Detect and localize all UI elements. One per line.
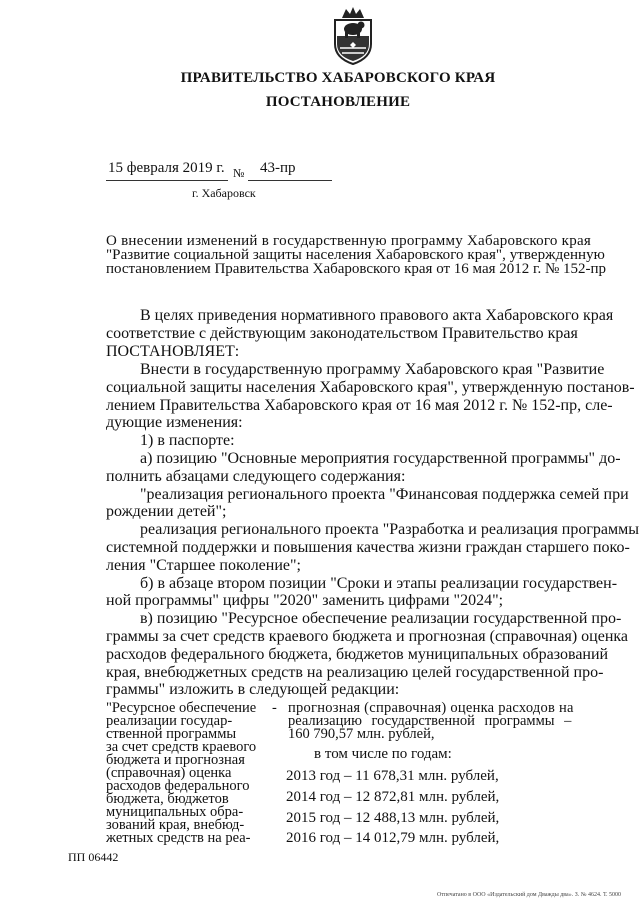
body-line: В целях приведения нормативного правового акта Хабаровского края — [140, 307, 614, 324]
number-underline — [248, 180, 332, 181]
number-label: № — [233, 166, 245, 180]
subject-line: "Развитие социальной защиты населения Хабаровского края", утвержденную — [106, 247, 605, 263]
subject-line: постановлением Правительства Хабаровского края от 16 мая 2012 г. № 152-пр — [106, 261, 607, 277]
body-line: ления "Старшее поколение"; — [106, 557, 301, 574]
body-line: граммы за счет средств краевого бюджета и прогнозная (справочная) оценка — [106, 628, 629, 645]
body-line: соответствие с действующим законодательством Правительство края — [106, 325, 578, 342]
table-left-cell-line: муниципальных обра- — [106, 804, 244, 820]
table-left-cell-line: зований края, внебюд- — [106, 817, 245, 833]
body-line: полнить абзацами следующего содержания: — [106, 468, 406, 485]
body-line: ПОСТАНОВЛЯЕТ: — [106, 343, 240, 360]
body-line: ной программы" цифры "2020" заменить цифрами "2024"; — [106, 592, 504, 609]
table-left-cell-line: ственной программы — [106, 726, 237, 742]
year-amount: 2014 год – 12 872,81 млн. рублей, — [286, 789, 500, 805]
body-line: в) позицию "Ресурсное обеспечение реализации государственной про- — [140, 610, 622, 627]
table-right-cell-line: прогнозная (справочная) оценка расходов на — [288, 700, 574, 716]
table-left-cell-line: жетных средств на реа- — [106, 830, 251, 846]
body-line: 1) в паспорте: — [140, 432, 235, 449]
document-type: ПОСТАНОВЛЕНИЕ — [265, 94, 411, 110]
year-amount: 2015 год – 12 488,13 млн. рублей, — [286, 810, 500, 826]
year-amount: 2013 год – 11 678,31 млн. рублей, — [286, 768, 499, 784]
year-amount: 2016 год – 14 012,79 млн. рублей, — [286, 830, 500, 846]
date-underline — [106, 180, 228, 181]
table-left-cell-line: за счет средств краевого — [106, 739, 257, 755]
document-number: 43-пр — [260, 160, 296, 176]
body-line: Внести в государственную программу Хабаровского края "Развитие — [140, 361, 605, 378]
body-line: реализация регионального проекта "Разработка и реализация программы — [140, 521, 640, 538]
footer-code: ПП 06442 — [68, 850, 119, 864]
years-intro: в том числе по годам: — [314, 746, 452, 762]
table-left-cell-line: бюджета и прогнозная — [106, 752, 245, 768]
table-left-cell-line: реализации государ- — [106, 713, 233, 729]
subject-line: О внесении изменений в государственную программу Хабаровского края — [106, 233, 592, 249]
body-line: "реализация регионального проекта "Финансовая поддержка семей при — [140, 486, 629, 503]
print-note: Отпечатано в ООО «Издательский дом Дважды два». З. № 4624. Т. 5000 — [437, 892, 622, 898]
body-line: дующие изменения: — [106, 414, 243, 431]
khabarovsk-coat-of-arms-icon — [328, 6, 378, 66]
table-dash: - — [272, 700, 277, 716]
body-line: системной поддержки и повышения качества жизни граждан старшего поко- — [106, 539, 630, 556]
table-left-cell-line: (справочная) оценка — [106, 765, 232, 781]
table-left-cell-line: бюджета, бюджетов — [106, 791, 229, 807]
table-left-cell-line: "Ресурсное обеспечение — [106, 700, 257, 716]
body-line: лением Правительства Хабаровского края от 16 мая 2012 г. № 152-пр, сле- — [106, 397, 613, 414]
body-line: рождении детей"; — [106, 503, 227, 520]
table-right-cell-line: реализацию государственной программы – — [288, 713, 572, 729]
body-line: граммы" изложить в следующей редакции: — [106, 681, 400, 698]
document-date: 15 февраля 2019 г. — [108, 160, 225, 176]
body-line: социальной защиты населения Хабаровского края", утвержденную постанов- — [106, 379, 635, 396]
government-title: ПРАВИТЕЛЬСТВО ХАБАРОВСКОГО КРАЯ — [180, 70, 496, 86]
city: г. Хабаровск — [192, 186, 256, 200]
body-line: расходов федерального бюджета, бюджетов муниципальных образований — [106, 646, 609, 663]
table-right-cell-line: 160 790,57 млн. рублей, — [288, 726, 435, 742]
body-line: б) в абзаце втором позиции "Сроки и этапы реализации государствен- — [140, 575, 618, 592]
body-line: края, внебюджетных средств на реализацию целей государственной про- — [106, 664, 604, 681]
table-left-cell-line: расходов федерального — [106, 778, 250, 794]
body-line: а) позицию "Основные мероприятия государственной программы" до- — [140, 450, 621, 467]
